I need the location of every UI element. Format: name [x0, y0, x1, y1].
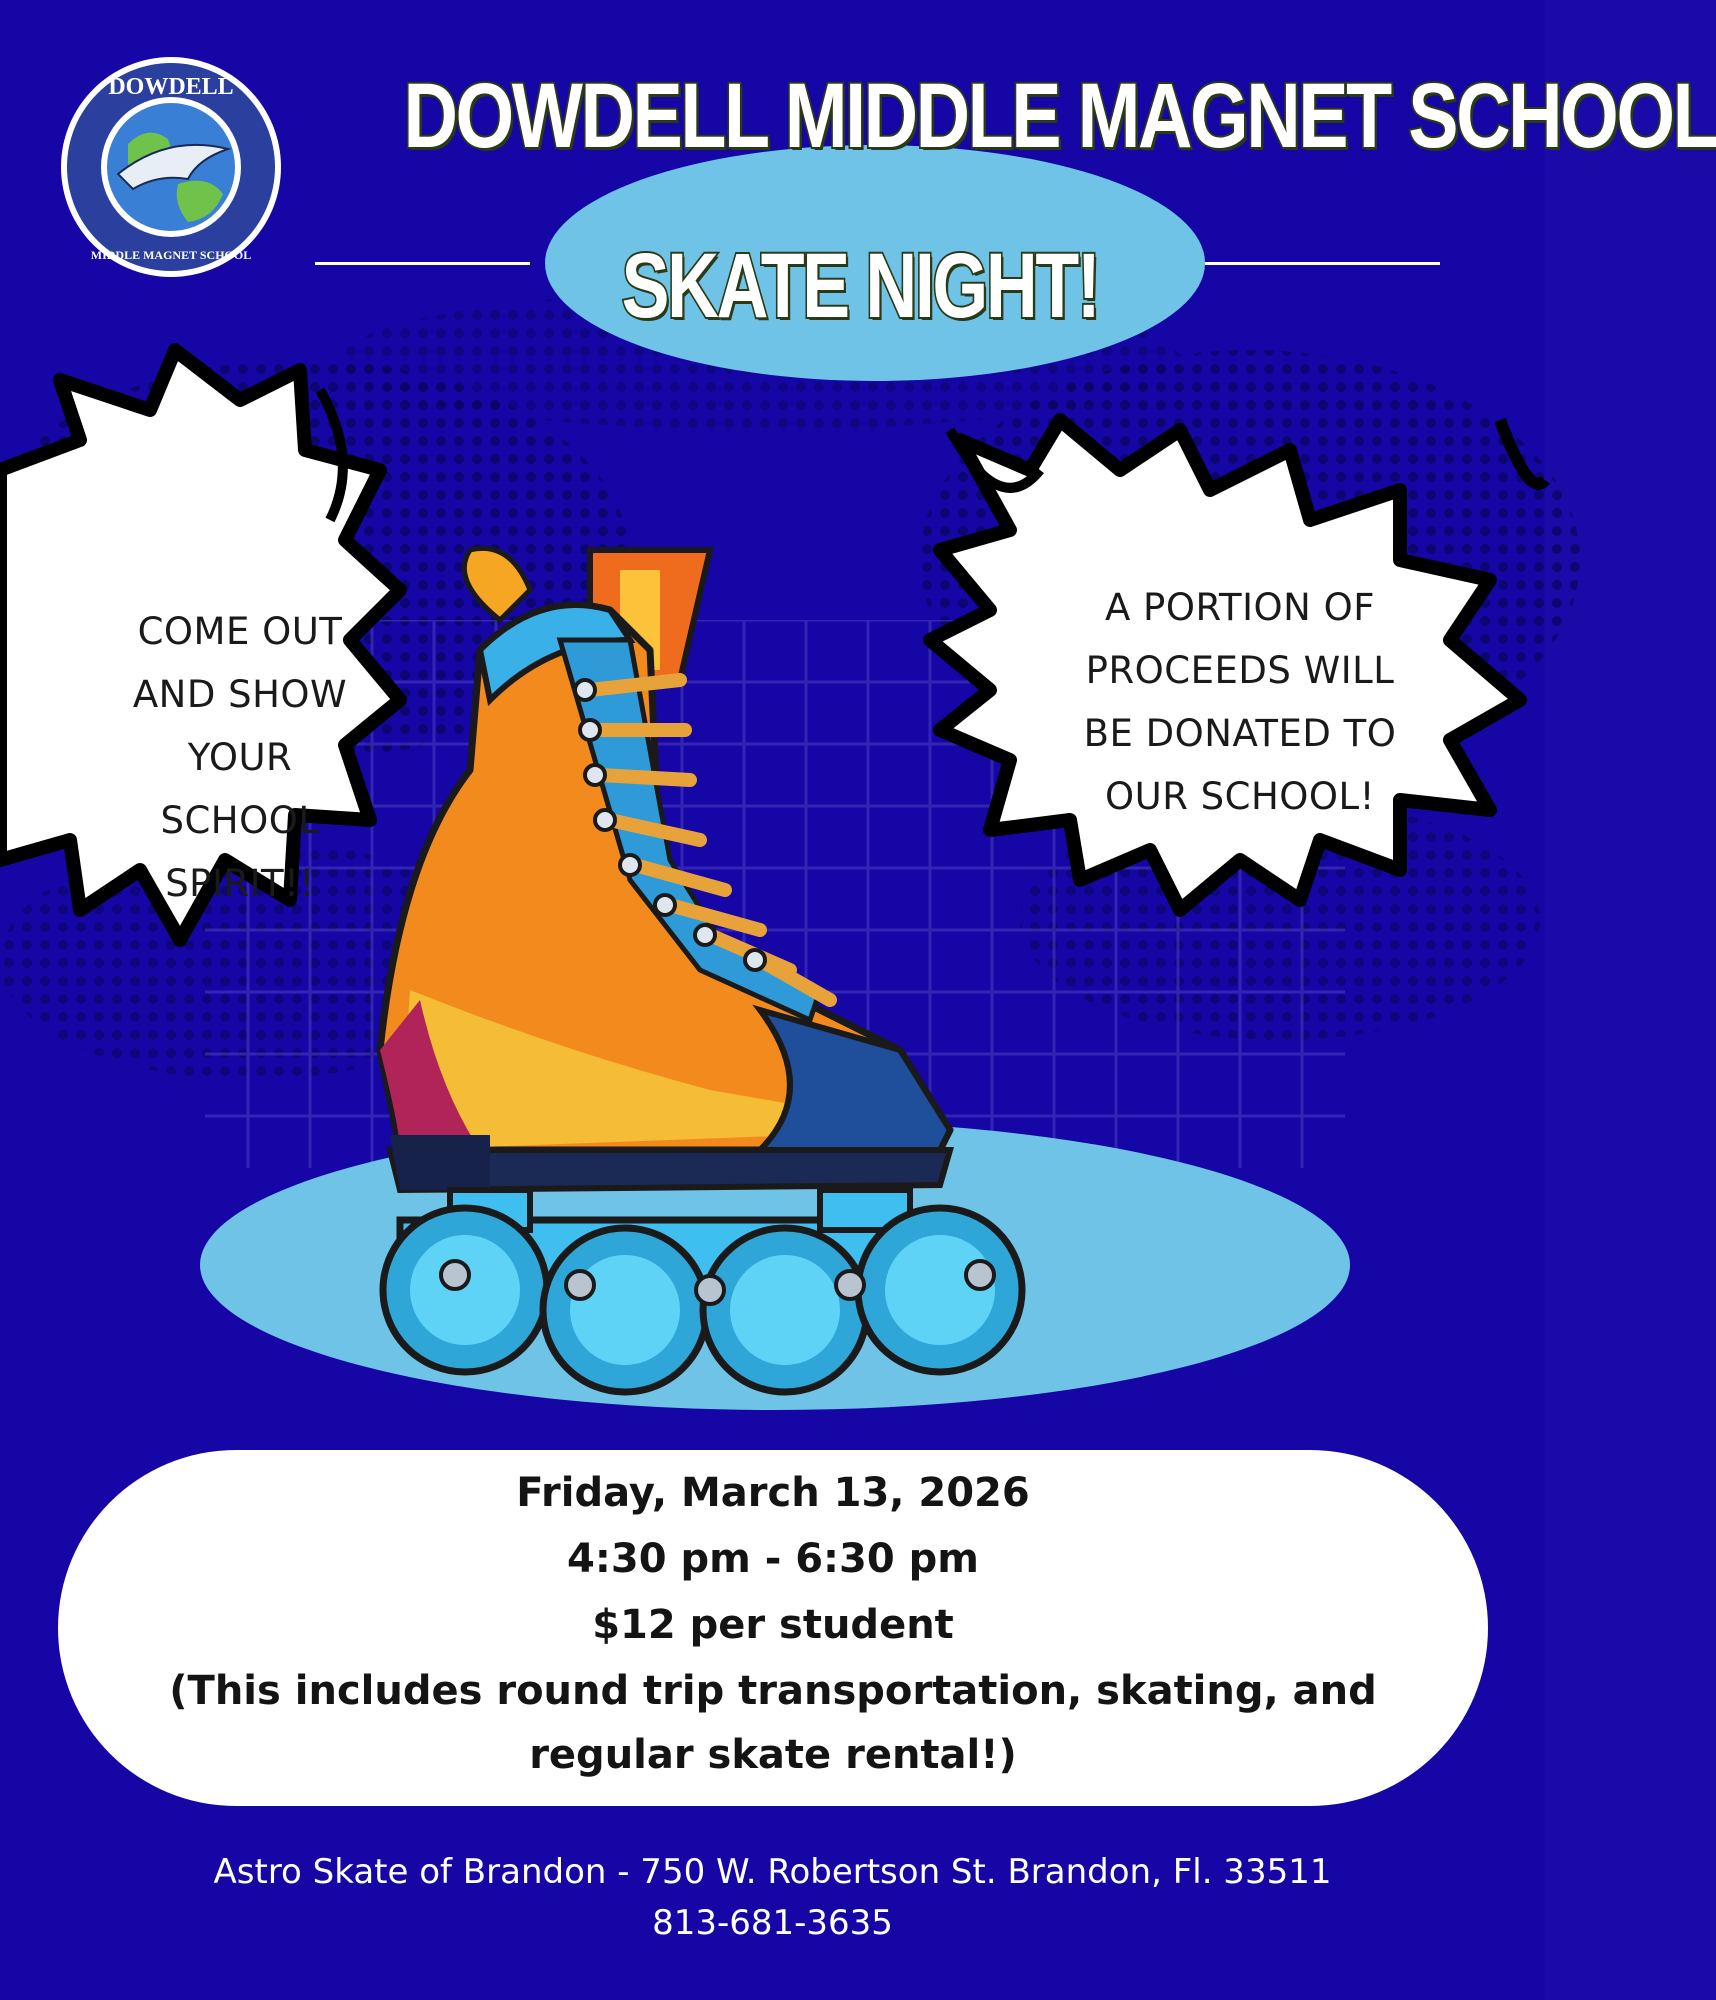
dolphin-globe-logo: [58, 54, 284, 280]
event-price: $12 per student: [592, 1602, 954, 1648]
right-bubble-line: BE DONATED TO: [1083, 712, 1397, 755]
right-bubble-line: PROCEEDS WILL: [1085, 649, 1395, 692]
right-bubble-text: [1030, 576, 1450, 828]
event-title: SKATE NIGHT!: [621, 235, 1099, 337]
left-bubble-text: [100, 600, 380, 915]
event-note-line2: regular skate rental!): [529, 1732, 1017, 1778]
left-bubble-line: SPIRIT!!: [165, 862, 315, 905]
left-bubble-line: SCHOOL: [160, 799, 320, 842]
left-bubble-line: COME OUT: [137, 610, 343, 653]
event-note-line1: (This includes round trip transportation, skating, and: [169, 1668, 1377, 1714]
page-title: DOWDELL MIDDLE MAGNET SCHOOL: [403, 65, 1716, 167]
event-details-box: [58, 1450, 1488, 1806]
logo-text-bottom: MIDDLE MAGNET SCHOOL: [90, 248, 252, 262]
venue-phone: 813-681-3635: [652, 1903, 893, 1943]
event-date: Friday, March 13, 2026: [516, 1470, 1030, 1516]
logo-text-top: DOWDELL: [108, 74, 234, 100]
right-bubble-line: A PORTION OF: [1104, 586, 1375, 629]
left-bubble-line: YOUR: [187, 736, 293, 779]
event-time: 4:30 pm - 6:30 pm: [567, 1536, 979, 1582]
left-bubble-line: AND SHOW: [132, 673, 348, 716]
right-bubble-line: OUR SCHOOL!: [1104, 775, 1375, 818]
venue-address: Astro Skate of Brandon - 750 W. Robertson St. Brandon, Fl. 33511: [213, 1852, 1332, 1892]
